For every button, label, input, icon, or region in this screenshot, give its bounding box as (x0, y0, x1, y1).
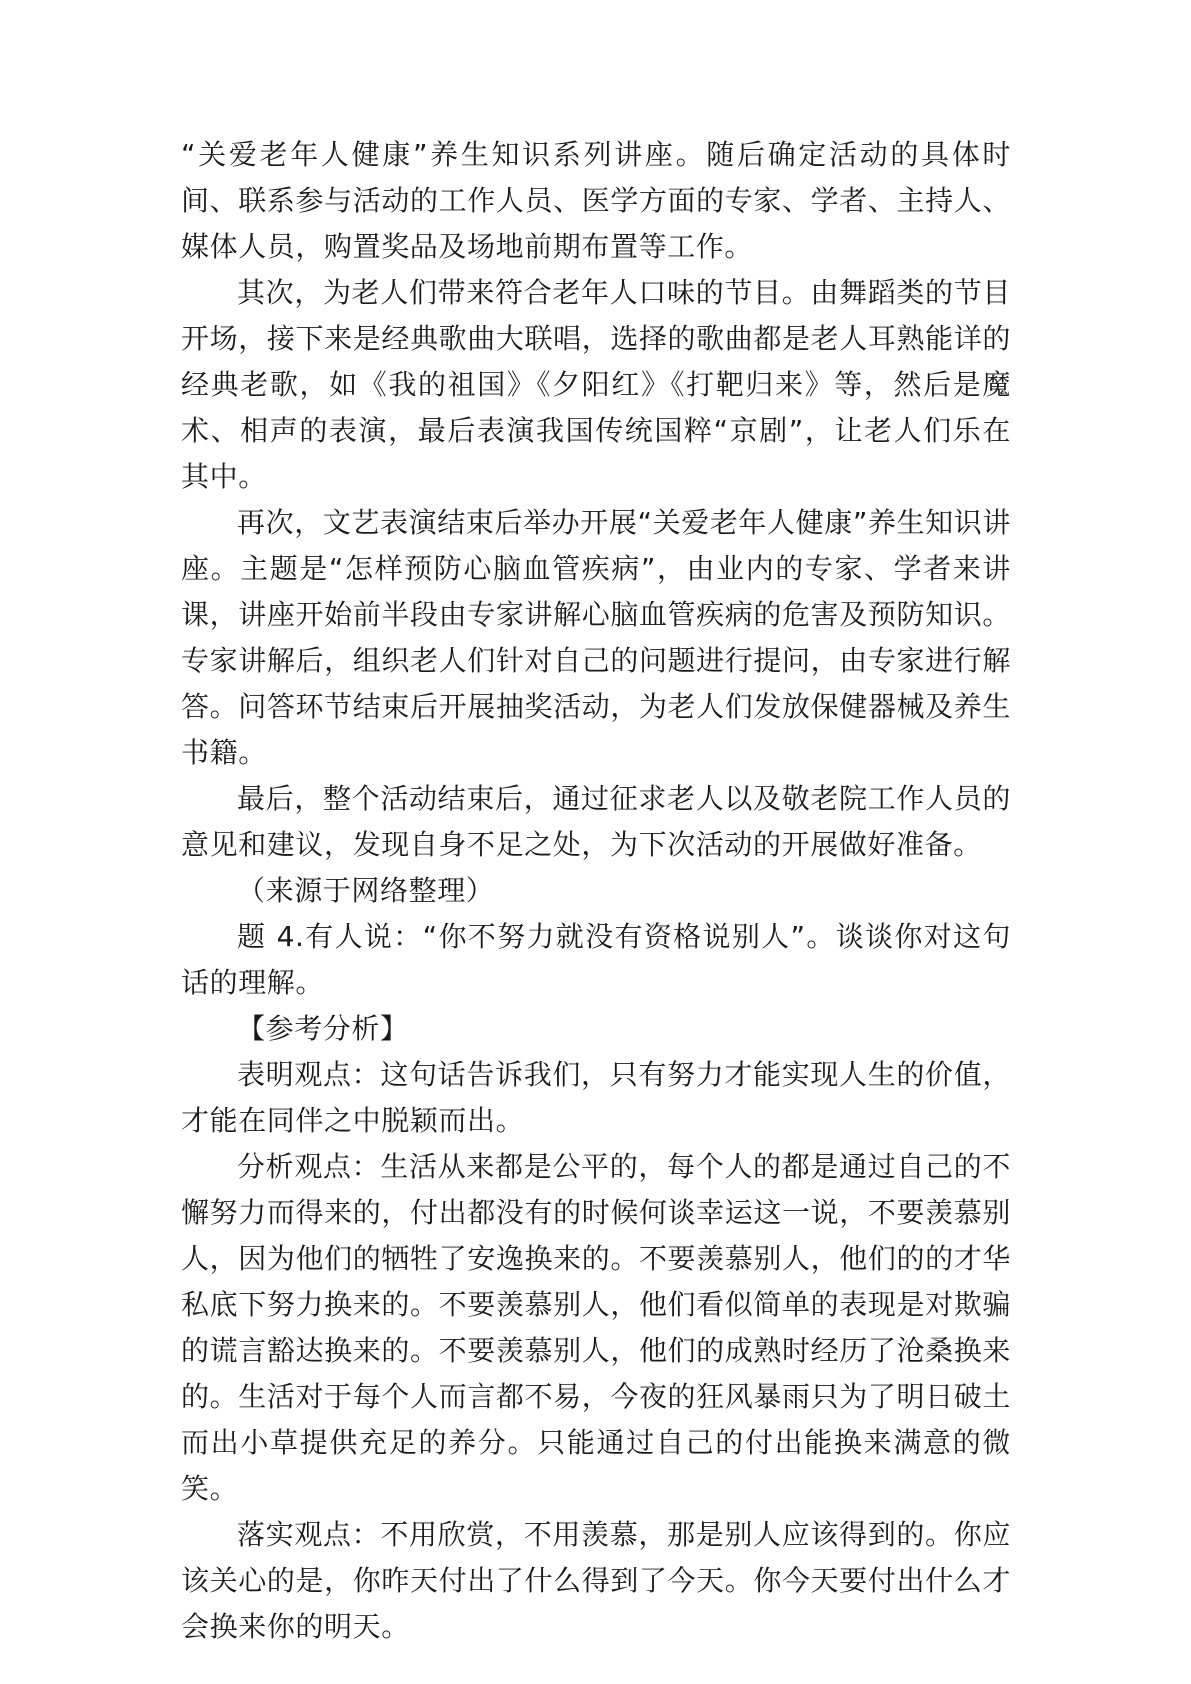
document-page (181, 132, 1011, 1650)
paragraph-thirdly: 再次，文艺表演结束后举办开展“关爱老年人健康”养生知识讲座。主题是“怎样预防心脑血管疾病”，由业内的专家、学者来讲课，讲座开始前半段由专家讲解心脑血管疾病的危害及预防知识。专家讲解后，组织老人们针对自己的问题进行提问，由专家进行解答。问答环节结束后开展抽奖活动，为老人们发放保健器械及养生书籍。 (181, 506, 1011, 769)
paragraph-finally: 最后，整个活动结束后，通过征求老人以及敬老院工作人员的意见和建议，发现自身不足之处，为下次活动的开展做好准备。 (181, 782, 1011, 861)
paragraph-implement-viewpoint: 落实观点：不用欣赏，不用羡慕，那是别人应该得到的。你应该关心的是，你昨天付出了什么得到了今天。你今天要付出什么才会换来你的明天。 (181, 1518, 1011, 1643)
paragraph-state-viewpoint: 表明观点：这句话告诉我们，只有努力才能实现人生的价值，才能在同伴之中脱颖而出。 (181, 1058, 1011, 1137)
paragraph-lecture-prep: “关爱老年人健康”养生知识系列讲座。随后确定活动的具体时间、联系参与活动的工作人员、医学方面的专家、学者、主持人、媒体人员，购置奖品及场地前期布置等工作。 (181, 138, 1011, 263)
reference-analysis-heading: 【参考分析】 (237, 1012, 409, 1045)
source-note: （来源于网络整理） (237, 874, 495, 907)
paragraph-secondly: 其次，为老人们带来符合老年人口味的节目。由舞蹈类的节目开场，接下来是经典歌曲大联唱，选择的歌曲都是老人耳熟能详的经典老歌，如《我的祖国》《夕阳红》《打靶归来》等，然后是魔术、相声的表演，最后表演我国传统国粹“京剧”，让老人们乐在其中。 (181, 276, 1011, 493)
question-4: 题 4.有人说：“你不努力就没有资格说别人”。谈谈你对这句话的理解。 (181, 920, 1011, 999)
paragraph-analyze-viewpoint: 分析观点：生活从来都是公平的，每个人的都是通过自己的不懈努力而得来的，付出都没有的时候何谈幸运这一说，不要羡慕别人，因为他们的牺牲了安逸换来的。不要羡慕别人，他们的的才华私底下努力换来的。不要羡慕别人，他们看似简单的表现是对欺骗的谎言豁达换来的。不要羡慕别人，他们的成熟时经历了沧桑换来的。生活对于每个人而言都不易，今夜的狂风暴雨只为了明日破土而出小草提供充足的养分。只能通过自己的付出能换来满意的微笑。 (181, 1150, 1011, 1505)
